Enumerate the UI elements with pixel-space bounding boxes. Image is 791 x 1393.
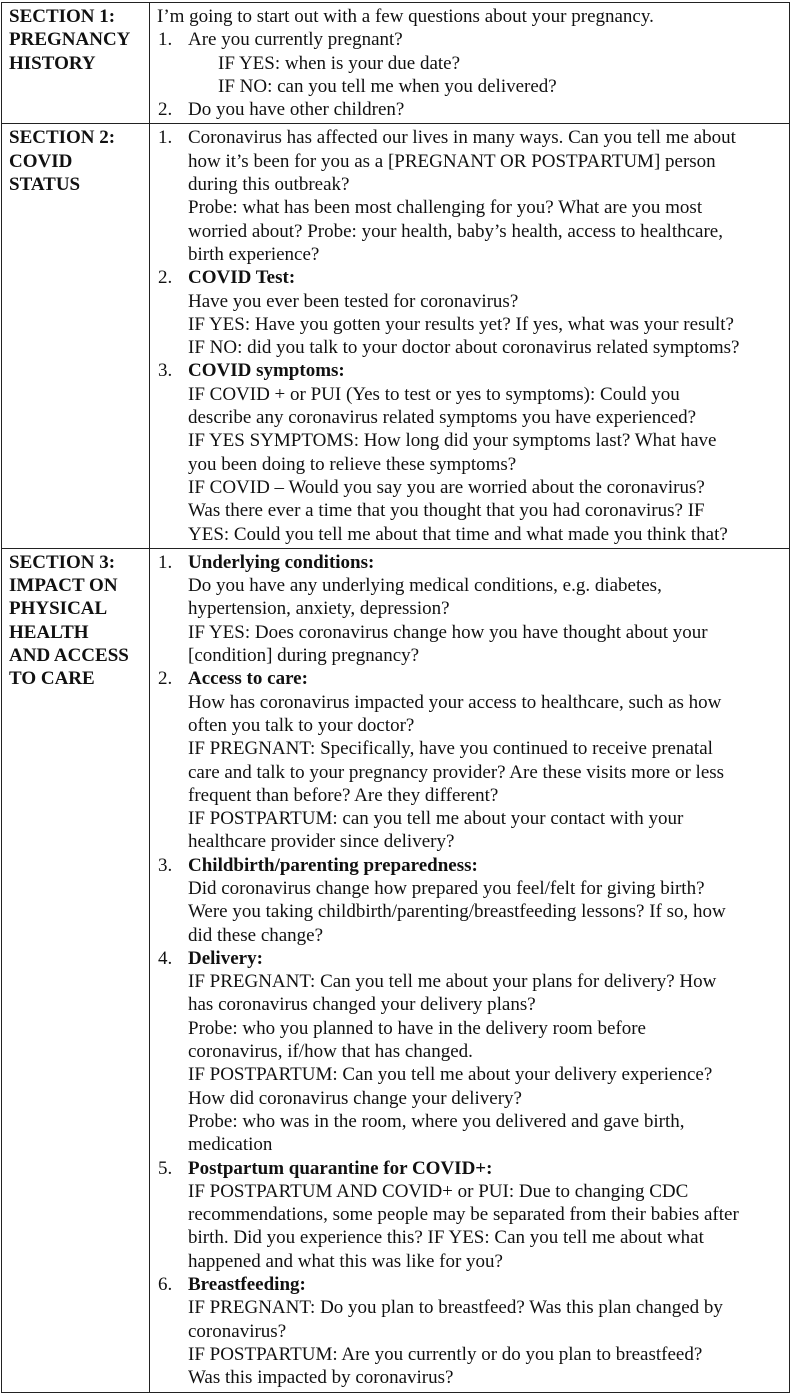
question-line: Do you have any underlying medical conditions, e.g. diabetes, bbox=[188, 575, 662, 597]
question-number: 4. bbox=[158, 947, 173, 969]
question-line: IF POSTPARTUM: Can you tell me about your delivery experience? bbox=[188, 1064, 713, 1086]
section-3-content bbox=[150, 548, 790, 1392]
question-heading: Access to care: bbox=[188, 668, 308, 690]
question-line: Were you taking childbirth/parenting/breastfeeding lessons? If so, how bbox=[188, 901, 726, 923]
question-heading: Postpartum quarantine for COVID+: bbox=[188, 1157, 493, 1179]
question-item bbox=[157, 126, 785, 266]
section-title-line: TO CARE bbox=[9, 668, 95, 690]
question-line: did these change? bbox=[188, 924, 324, 946]
question-number: 2. bbox=[158, 668, 173, 690]
question-item bbox=[157, 854, 785, 947]
question-heading: COVID Test: bbox=[188, 267, 296, 289]
question-heading: Underlying conditions: bbox=[188, 551, 375, 573]
interview-guide-table bbox=[1, 2, 790, 1393]
section-1-title bbox=[2, 3, 150, 124]
question-item bbox=[157, 266, 785, 359]
probe-line: Probe: what has been most challenging for you? What are you most bbox=[188, 197, 703, 219]
question-line: coronavirus? bbox=[188, 1320, 287, 1342]
question-number: 1. bbox=[158, 29, 173, 51]
question-line: [condition] during pregnancy? bbox=[188, 645, 420, 667]
question-line: Coronavirus has affected our lives in many ways. Can you tell me about bbox=[188, 127, 736, 149]
question-line: coronavirus, if/how that has changed. bbox=[188, 1041, 473, 1063]
question-line: IF YES: Does coronavirus change how you have thought about your bbox=[188, 621, 708, 643]
question-number: 3. bbox=[158, 854, 173, 876]
question-line: IF POSTPARTUM: can you tell me about your contact with your bbox=[188, 808, 684, 830]
question-item bbox=[157, 359, 785, 545]
question-heading: COVID symptoms: bbox=[188, 360, 345, 382]
question-number: 3. bbox=[158, 360, 173, 382]
section-1-row bbox=[2, 3, 790, 124]
section-title-line: HEALTH bbox=[9, 621, 89, 643]
question-line: birth. Did you experience this? IF YES: Can you tell me about what bbox=[188, 1227, 704, 1249]
question-line: IF YES: Have you gotten your results yet? If yes, what was your result? bbox=[188, 313, 734, 335]
question-line: you been doing to relieve these symptoms? bbox=[188, 453, 517, 475]
section-title-line: PREGNANCY bbox=[9, 29, 131, 51]
question-line: hypertension, anxiety, depression? bbox=[188, 598, 450, 620]
question-number: 5. bbox=[158, 1157, 173, 1179]
section-title-line: SECTION 3: bbox=[9, 551, 116, 573]
question-number: 1. bbox=[158, 127, 173, 149]
section-2-title bbox=[2, 124, 150, 548]
sub-question: IF YES: when is your due date? bbox=[218, 52, 461, 74]
question-heading: Breastfeeding: bbox=[188, 1274, 306, 1296]
question-line: how it’s been for you as a [PREGNANT OR POSTPARTUM] person bbox=[188, 150, 716, 172]
question-item bbox=[157, 947, 785, 1157]
question-number: 1. bbox=[158, 551, 173, 573]
section-title-line: PHYSICAL bbox=[9, 598, 108, 620]
question-text: Are you currently pregnant? bbox=[188, 29, 403, 51]
question-line: YES: Could you tell me about that time and what made you think that? bbox=[188, 523, 728, 545]
question-line: Have you ever been tested for coronavirus? bbox=[188, 290, 519, 312]
section-title-line: SECTION 1: bbox=[9, 6, 116, 27]
question-line: describe any coronavirus related symptoms you have experienced? bbox=[188, 407, 697, 429]
question-item bbox=[157, 1157, 785, 1273]
question-line: recommendations, some people may be separated from their babies after bbox=[188, 1204, 739, 1226]
section-2-content bbox=[150, 124, 790, 548]
question-line: Did coronavirus change how prepared you feel/felt for giving birth? bbox=[188, 877, 705, 899]
question-line: How did coronavirus change your delivery? bbox=[188, 1087, 522, 1109]
question-line: during this outbreak? bbox=[188, 174, 350, 196]
question-line: IF POSTPARTUM AND COVID+ or PUI: Due to changing CDC bbox=[188, 1180, 689, 1202]
question-number: 2. bbox=[158, 99, 173, 121]
question-text: Do you have other children? bbox=[188, 99, 405, 121]
section-2-row bbox=[2, 124, 790, 548]
probe-line: birth experience? bbox=[188, 243, 320, 265]
question-line: IF COVID – Would you say you are worried about the coronavirus? bbox=[188, 476, 705, 498]
probe-line: worried about? Probe: your health, baby’s health, access to healthcare, bbox=[188, 220, 723, 242]
question-line: How has coronavirus impacted your access to healthcare, such as how bbox=[188, 691, 722, 713]
question-number: 2. bbox=[158, 267, 173, 289]
section-title-line: AND ACCESS bbox=[9, 645, 129, 667]
section-title-line: COVID bbox=[9, 150, 73, 172]
section-intro: I’m going to start out with a few questions about your pregnancy. bbox=[157, 6, 654, 27]
question-line: IF PREGNANT: Can you tell me about your plans for delivery? How bbox=[188, 971, 717, 993]
question-line: IF PREGNANT: Do you plan to breastfeed? Was this plan changed by bbox=[188, 1297, 723, 1319]
question-line: often you talk to your doctor? bbox=[188, 714, 415, 736]
section-title-line: HISTORY bbox=[9, 52, 96, 74]
question-item bbox=[157, 28, 785, 51]
question-line: IF YES SYMPTOMS: How long did your symptoms last? What have bbox=[188, 430, 717, 452]
sub-question: IF NO: can you tell me when you delivered? bbox=[218, 75, 557, 97]
section-title-line: STATUS bbox=[9, 174, 81, 196]
question-item bbox=[157, 98, 785, 121]
question-line: Was there ever a time that you thought that you had coronavirus? IF bbox=[188, 500, 705, 522]
question-line: Probe: who you planned to have in the delivery room before bbox=[188, 1017, 646, 1039]
question-item bbox=[157, 1273, 785, 1389]
question-line: happened and what this was like for you? bbox=[188, 1250, 503, 1272]
section-1-content bbox=[150, 3, 790, 124]
question-line: has coronavirus changed your delivery plans? bbox=[188, 994, 536, 1016]
question-heading: Delivery: bbox=[188, 947, 263, 969]
question-line: frequent than before? Are they different? bbox=[188, 784, 499, 806]
question-line: Probe: who was in the room, where you delivered and gave birth, bbox=[188, 1110, 685, 1132]
question-line: IF POSTPARTUM: Are you currently or do you plan to breastfeed? bbox=[188, 1343, 703, 1365]
question-line: care and talk to your pregnancy provider? Are these visits more or less bbox=[188, 761, 725, 783]
question-item bbox=[157, 551, 785, 667]
question-line: IF PREGNANT: Specifically, have you continued to receive prenatal bbox=[188, 738, 713, 760]
section-title-line: SECTION 2: bbox=[9, 127, 116, 149]
question-line: IF COVID + or PUI (Yes to test or yes to symptoms): Could you bbox=[188, 383, 680, 405]
question-line: healthcare provider since delivery? bbox=[188, 831, 455, 853]
question-line: Was this impacted by coronavirus? bbox=[188, 1367, 454, 1389]
question-item bbox=[157, 667, 785, 853]
section-title-line: IMPACT ON bbox=[9, 575, 118, 597]
section-3-title bbox=[2, 548, 150, 1392]
section-3-row bbox=[2, 548, 790, 1392]
question-number: 6. bbox=[158, 1274, 173, 1296]
question-line: IF NO: did you talk to your doctor about coronavirus related symptoms? bbox=[188, 337, 740, 359]
question-line: medication bbox=[188, 1134, 273, 1156]
question-heading: Childbirth/parenting preparedness: bbox=[188, 854, 478, 876]
